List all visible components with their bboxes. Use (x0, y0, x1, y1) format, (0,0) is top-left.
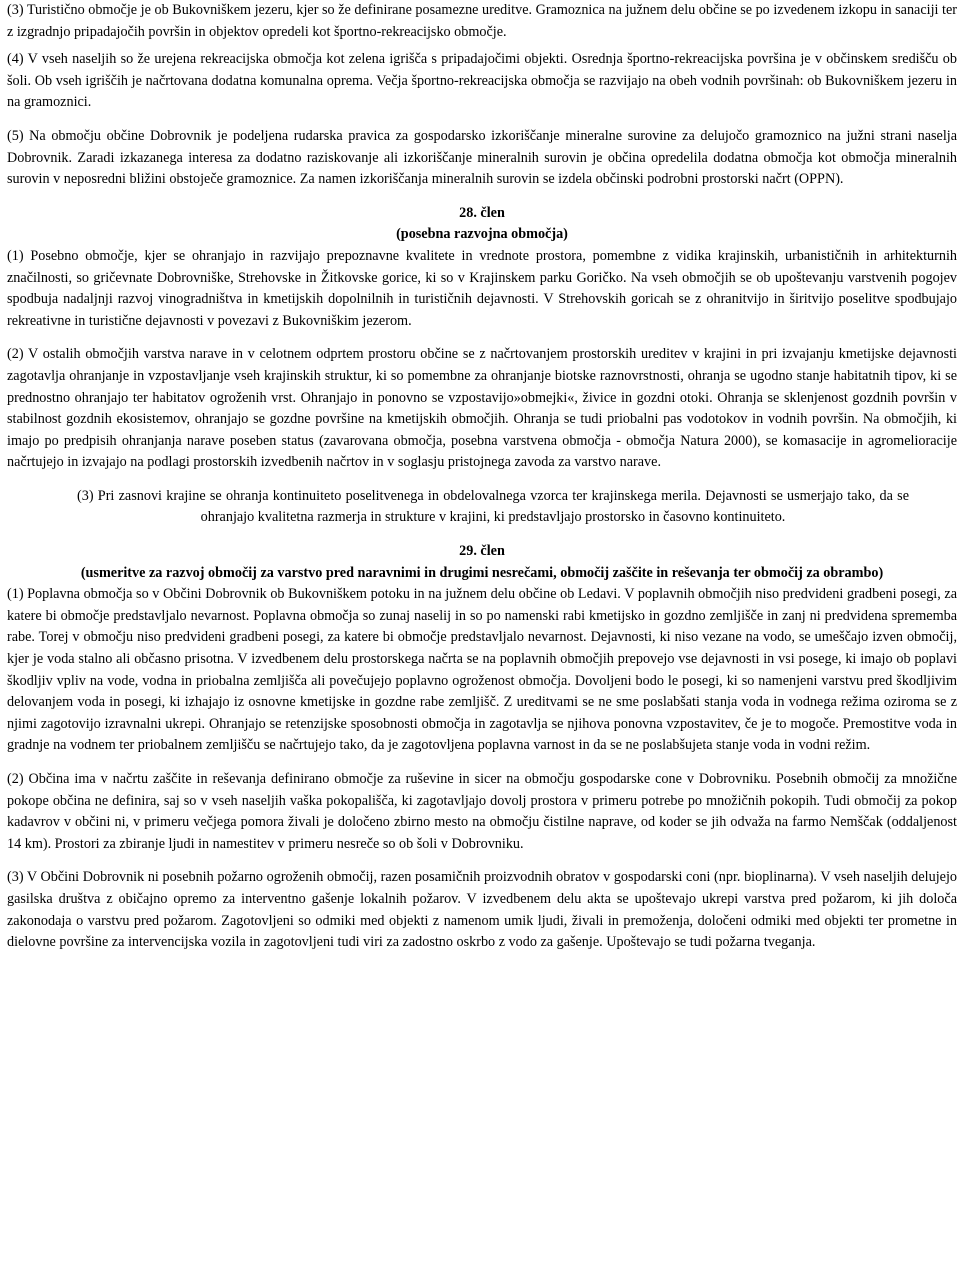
article-28-title: (posebna razvojna območja) (396, 226, 568, 243)
paragraph-28-3: (3) Pri zasnovi krajine se ohranja kontinuiteto poselitvenega in obdelovalnega vzorca ter krajinskega merila. Dejavnosti se usmerjajo tako, da se ohranjajo kvalitetna razmerja in strukture v krajini, ki predstavljajo prostorsko in časovno kontinuiteto. (77, 487, 909, 526)
paragraph-27-5: (5) Na območju občine Dobrovnik je podeljena rudarska pravica za gospodarsko izkoriščanje mineralne surovine za delujočo gramoznico na južni strani naselja Dobrovnik. Zaradi izkazanega interesa za dodatno raziskovanje ali izkoriščanje mineralnih surovin je občina opredelila dodatna območja kot območja mineralnih surovin v neposredni bližini obstoječe gramoznice. Za namen izkoriščanja mineralnih surovin se izdela občinski podrobni prostorski načrt (OPPN). (7, 127, 957, 188)
paragraph-29-3: (3) V Občini Dobrovnik ni posebnih požarno ogroženih območij, razen posamičnih proizvodnih obratov v gospodarski coni (npr. bioplinarna). V vseh naseljih delujejo gasilska društva z običajno opremo za interventno gašenje lokalnih požarov. V izvedbenem delu akta se upoštevajo ukrepi varstva pred požarom, ki jih določa zakonodaja o varstvu pred požarom. Zagotovljeni so odmiki med objekti z namenom umik ljudi, živali in premoženja, določeni odmiki med objekti ter prometne in dielovne površine za intervencijska vozila in zagotovljeni tudi viri za zadostno oskrbo z vodo za gašenje. Upoštevajo se tudi požarna tveganja. (7, 869, 957, 951)
paragraph-28-1: (1) Posebno območje, kjer se ohranjajo in razvijajo prepoznavne kvalitete in vrednote prostora, pomembne z vidika krajinskih, urbanističnih in arhitekturnih značilnosti, so gričevnate Dobrovniške, Strehovske in Žitkovske gorice, ki so v Krajinskem parku Goričko. Na vseh območjih se ob upoštevanju varstvenih pogojev spodbuja nadaljnji razvoj vinogradništva in kmetijskih dopolnilnih in turističnih dejavnosti. V Strehovskih goricah se z ohranitvijo in širitvijo poselitve spodbujajo rekreativne in turistične dejavnosti v povezavi z Bukovniškim jezerom. (7, 247, 957, 329)
document-page (7, 0, 957, 954)
paragraph-29-2: (2) Občina ima v načrtu zaščite in reševanja definirano območje za ruševine in sicer na območju gospodarske cone v Dobrovniku. Posebnih območij za množične pokope občina ne definira, saj so v vseh naseljih vaška pokopališča, ki zagotavljajo dovolj prostora v primeru potrebe po množičnih pokopih. Tudi območij za pokop kadavrov v občini ni, v primeru večjega pomora živali je določeno zbirno mesto na območju čistilne naprave, od koder se jih odvaža na farmo Nemščak (oddaljenost 14 km). Prostori za zbiranje ljudi in namestitev v primeru nesreče so ob šoli v Dobrovniku. (7, 771, 957, 852)
paragraph-28-2: (2) V ostalih območjih varstva narave in v celotnem odprtem prostoru občine se z načrtovanjem prostorskih ureditev v krajini in pri izvajanju kmetijske dejavnosti zagotavlja ohranjanje in vzpostavljanje vseh krajinskih struktur, ki so pomembne za ohranjanje biotske raznovrstnosti, ohranja se ugodno stanje habitatnih tipov, ki se prednostno ohranjajo ter habitatov ogroženih vrst. Ohranjajo in ponovno se vzpostavijo»obmejki«, živice in gozdni otoki. Ohranja se sklenjenost gozdnih površin v stabilnost gozdnih ekosistemov, ohranjajo se gozdne površine na kmetijskih območjih. Ohranja se tudi priobalni pas vodotokov in vodnih površin. Na območjih, ki imajo po predpisih ohranjanja narave poseben status (zavarovana območja, posebna varstvena območja - območja Natura 2000), se komasacije in agromelioracije načrtujejo in izvajajo na podlagi prostorskih izvedbenih načrtov in v soglasju pristojnega zavoda za varstvo narave. (7, 346, 957, 471)
paragraph-27-4: (4) V vseh naseljih so že urejena rekreacijska območja kot zelena igrišča s pripadajočimi objekti. Osrednja športno-rekreacijska površina je v občinskem središču ob šoli. Ob vseh igriščih je načrtovana dodatna komunalna oprema. Večja športno-rekreacijska območja se razvijajo na obeh vodnih površinah: ob Bukovniškem jezeru in na gramoznici. (7, 51, 957, 111)
article-29-number: 29. člen (459, 543, 505, 560)
paragraph-27-3: (3) Turistično območje je ob Bukovniškem jezeru, kjer so že definirane posamezne ureditve. Gramoznica na južnem delu občine se po izvedenem izkopu in sanaciji ter z izgradnjo pripadajočih površin in objektov opredeli kot športno-rekreacijsko območje. (7, 2, 957, 40)
paragraph-29-1: (1) Poplavna območja so v Občini Dobrovnik ob Bukovniškem potoku in na južnem delu občine ob Ledavi. V poplavnih območjih niso predvideni gradbeni posegi, za katere bi območje predstavljalo nevarnost. Poplavna območja so zunaj naselij in so po namenski rabi kmetijsko in gozdno zemljišče in zanj ni predvidena sprememba rabe. Torej v območju niso predvideni gradbeni posegi, za katere bi območje predstavljalo nevarnost. Dejavnosti, ki niso vezane na vodo, se umeščajo izven območij, kjer je voda stalno ali občasno prisotna. V izvedbenem delu prostorskega načrta se na poplavnih območjih prepovejo vse dejavnosti in vsi posege, ki imajo ob poplavi škodljiv vpliv na vode, vodna in priobalna zemljišča ali povečujejo poplavno ogroženost območja. Dovoljeni bodo le posegi, ki so namenjeni varstvu pred škodljivim delovanjem voda in posegi, ki izhajajo iz osnovne kmetijske in gozdne rabe zemljišč. Z ureditvami se ne sme poslabšati stanja voda in vodnega režima oziroma se z njimi zagotovijo izravnalni ukrepi. Ohranjajo se retenzijske sposobnosti območja in zagotavlja se njihova ponovna vzpostavitev, če je to mogoče. Premostitve voda in gradnje na vodnem ter priobalnem zemljišču se načrtujejo tako, da je zagotovljena poplavna varnost in da se ne poslabšujeta stanje voda in vodni režim. (7, 586, 957, 754)
article-28-number: 28. člen (459, 204, 505, 221)
article-29-title: (usmeritve za razvoj območij za varstvo pred naravnimi in drugimi nesrečami, območij zaščite in reševanja ter območij za obrambo) (80, 564, 884, 581)
